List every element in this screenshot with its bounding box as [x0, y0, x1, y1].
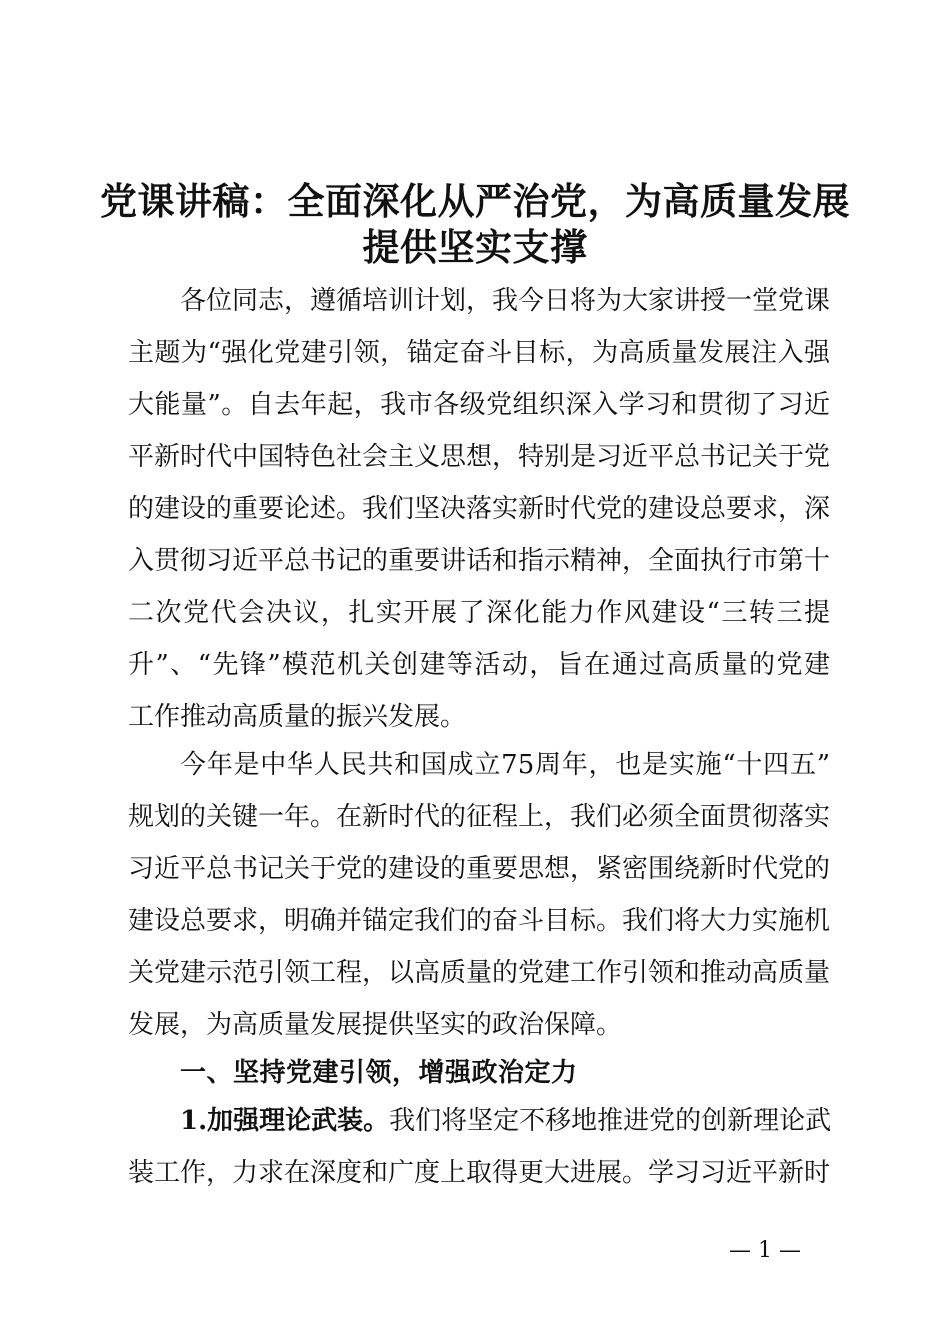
- subsection-text: 我们将坚定不移地推进党的创新理论武: [389, 1106, 832, 1136]
- paragraph-line: 规划的关键一年。在新时代的征程上，我们必须全面贯彻落实: [128, 802, 831, 832]
- paragraph-line: 建设总要求，明确并锚定我们的奋斗目标。我们将大力实施机: [128, 906, 831, 936]
- paragraph-line: 平新时代中国特色社会主义思想，特别是习近平总书记关于党: [128, 442, 831, 472]
- subsection-label: 1.加强理论武装。: [180, 1106, 390, 1136]
- paragraph-line: 工作推动高质量的振兴发展。: [128, 702, 467, 732]
- document-title-line-2: 提供坚实支撑: [362, 225, 588, 269]
- paragraph-line: 的建设的重要论述。我们坚决落实新时代党的建设总要求，深: [128, 494, 831, 524]
- paragraph-line: 关党建示范引领工程，以高质量的党建工作引领和推动高质量: [128, 958, 831, 988]
- paragraph-line: 二次党代会决议，扎实开展了深化能力作风建设“三转三提: [128, 598, 830, 628]
- page-number: — 1 —: [729, 1238, 801, 1263]
- paragraph-line: 装工作，力求在深度和广度上取得更大进展。学习习近平新时: [128, 1158, 831, 1188]
- paragraph-line: 今年是中华人民共和国成立75周年，也是实施“十四五”: [180, 750, 830, 780]
- paragraph-line: 升”、“先锋”模范机关创建等活动，旨在通过高质量的党建: [128, 650, 830, 680]
- paragraph-line: 大能量”。自去年起，我市各级党组织深入学习和贯彻了习近: [128, 390, 830, 420]
- paragraph-line: 入贯彻习近平总书记的重要讲话和指示精神，全面执行市第十: [128, 546, 831, 576]
- paragraph-line: 主题为“强化党建引领，锚定奋斗目标，为高质量发展注入强: [128, 338, 830, 368]
- subsection-first-line: [180, 1102, 830, 1140]
- paragraph-line: 各位同志，遵循培训计划，我今日将为大家讲授一堂党课: [180, 286, 831, 316]
- document-title-line-1: 党课讲稿：全面深化从严治党，为高质量发展: [100, 179, 850, 223]
- section-heading: 一、坚持党建引领，增强政治定力: [180, 1058, 578, 1088]
- paragraph-line: 发展，为高质量发展提供坚实的政治保障。: [128, 1010, 623, 1040]
- paragraph-line: 习近平总书记关于党的建设的重要思想，紧密围绕新时代党的: [128, 854, 831, 884]
